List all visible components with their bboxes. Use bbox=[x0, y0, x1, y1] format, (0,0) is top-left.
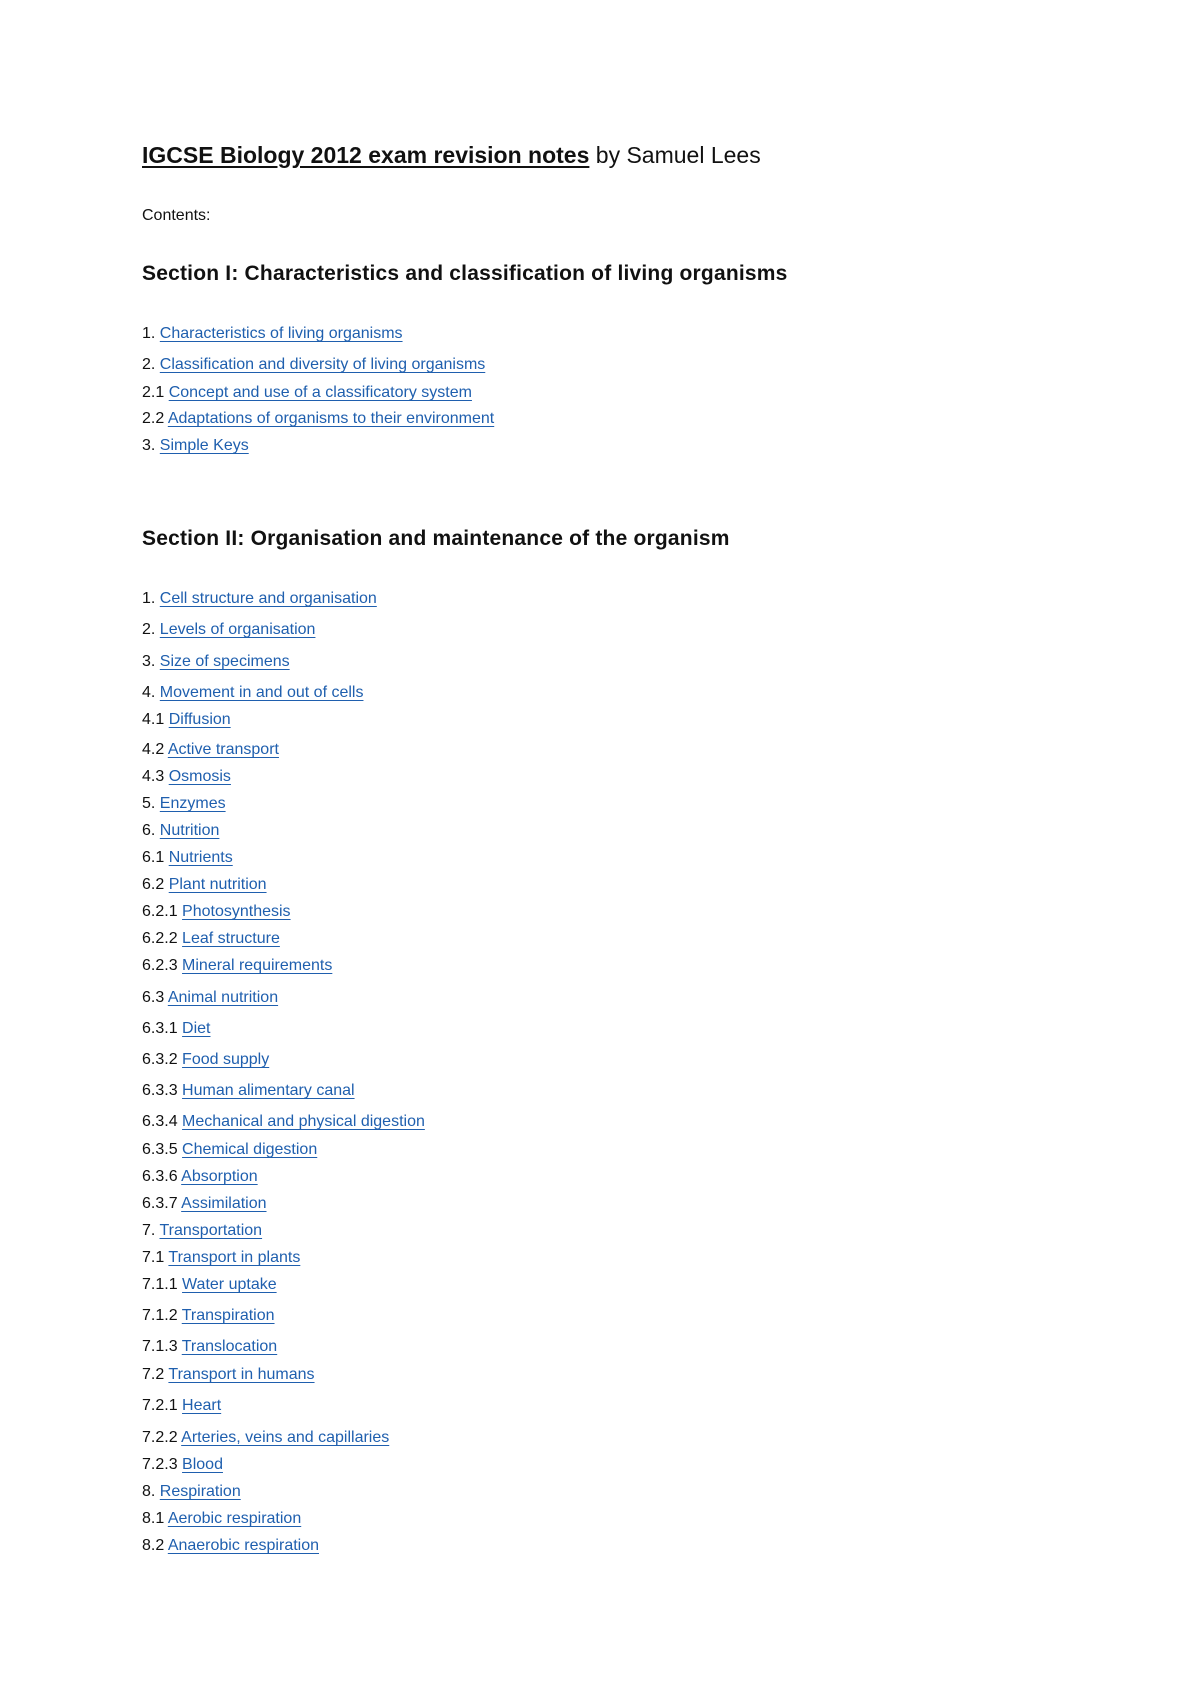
toc-link[interactable]: Absorption bbox=[181, 1168, 258, 1185]
toc-item bbox=[142, 742, 279, 758]
section-heading: Section II: Organisation and maintenance of the organism bbox=[142, 527, 730, 550]
toc-link[interactable]: Human alimentary canal bbox=[182, 1082, 355, 1099]
toc-link[interactable]: Active transport bbox=[167, 741, 279, 758]
toc-link[interactable]: Adaptations of organisms to their environment bbox=[167, 410, 495, 427]
toc-item-number: 6.3.6 bbox=[142, 1168, 178, 1185]
toc-item-number: 6.1 bbox=[142, 849, 165, 866]
toc-item-number: 6.3.4 bbox=[142, 1113, 178, 1130]
toc-item bbox=[142, 1052, 269, 1068]
toc-item bbox=[142, 796, 226, 812]
contents-label: Contents: bbox=[142, 207, 211, 224]
toc-link[interactable]: Size of specimens bbox=[159, 653, 290, 670]
toc-item bbox=[142, 1484, 241, 1500]
toc-item bbox=[142, 685, 363, 701]
toc-item bbox=[142, 1223, 262, 1239]
toc-item-number: 4.1 bbox=[142, 711, 165, 728]
toc-item bbox=[142, 931, 280, 947]
toc-item bbox=[142, 1021, 211, 1037]
toc-item-number: 6.3.7 bbox=[142, 1195, 178, 1212]
toc-item bbox=[142, 385, 472, 401]
toc-item bbox=[142, 1114, 425, 1130]
toc-item-number: 3. bbox=[142, 653, 156, 670]
toc-link[interactable]: Aerobic respiration bbox=[167, 1510, 302, 1527]
toc-item bbox=[142, 1083, 355, 1099]
toc-item bbox=[142, 622, 315, 638]
toc-item bbox=[142, 958, 332, 974]
toc-item bbox=[142, 712, 231, 728]
toc-item-number: 4. bbox=[142, 684, 156, 701]
toc-link[interactable]: Assimilation bbox=[181, 1195, 267, 1212]
toc-item-number: 8. bbox=[142, 1483, 156, 1500]
toc-item-number: 1. bbox=[142, 325, 156, 342]
toc-link[interactable]: Enzymes bbox=[159, 795, 226, 812]
toc-item-number: 6.3.2 bbox=[142, 1051, 178, 1068]
toc-item-number: 7.1.1 bbox=[142, 1276, 178, 1293]
document-title-main: IGCSE Biology 2012 exam revision notes bbox=[142, 142, 590, 168]
toc-link[interactable]: Blood bbox=[182, 1456, 223, 1473]
toc-link[interactable]: Arteries, veins and capillaries bbox=[181, 1429, 390, 1446]
toc-link[interactable]: Heart bbox=[182, 1397, 222, 1414]
toc-item-number: 7.2.3 bbox=[142, 1456, 178, 1473]
toc-item bbox=[142, 1457, 223, 1473]
toc-item-number: 6.2.2 bbox=[142, 930, 178, 947]
toc-link[interactable]: Mechanical and physical digestion bbox=[182, 1113, 425, 1130]
toc-item-number: 6.3 bbox=[142, 989, 165, 1006]
toc-item-number: 8.1 bbox=[142, 1510, 165, 1527]
toc-item-number: 4.2 bbox=[142, 741, 165, 758]
toc-item bbox=[142, 1430, 389, 1446]
toc-link[interactable]: Respiration bbox=[159, 1483, 241, 1500]
toc-item bbox=[142, 326, 403, 342]
toc-link[interactable]: Osmosis bbox=[168, 768, 231, 785]
toc-link[interactable]: Simple Keys bbox=[159, 437, 249, 454]
toc-item-number: 4.3 bbox=[142, 768, 165, 785]
toc-item bbox=[142, 850, 233, 866]
toc-link[interactable]: Characteristics of living organisms bbox=[159, 325, 403, 342]
toc-item-number: 6.3.5 bbox=[142, 1141, 178, 1158]
toc-item bbox=[142, 990, 278, 1006]
toc-item bbox=[142, 1538, 319, 1554]
toc-item-number: 7.2 bbox=[142, 1366, 165, 1383]
toc-item-number: 5. bbox=[142, 795, 156, 812]
toc-item-number: 2. bbox=[142, 621, 156, 638]
toc-link[interactable]: Diet bbox=[182, 1020, 211, 1037]
toc-link[interactable]: Photosynthesis bbox=[182, 903, 291, 920]
toc-item-number: 7.2.2 bbox=[142, 1429, 178, 1446]
document-author: by Samuel Lees bbox=[595, 142, 761, 168]
toc-item-number: 2.2 bbox=[142, 410, 165, 427]
toc-link[interactable]: Translocation bbox=[181, 1338, 278, 1355]
toc-link[interactable]: Transport in humans bbox=[168, 1366, 315, 1383]
toc-item-number: 6. bbox=[142, 822, 156, 839]
document-title bbox=[142, 144, 761, 167]
toc-link[interactable]: Water uptake bbox=[182, 1276, 277, 1293]
toc-link[interactable]: Chemical digestion bbox=[182, 1141, 318, 1158]
toc-item-number: 6.3.3 bbox=[142, 1082, 178, 1099]
toc-link[interactable]: Nutrition bbox=[159, 822, 220, 839]
toc-link[interactable]: Cell structure and organisation bbox=[159, 590, 377, 607]
toc-item-number: 2.1 bbox=[142, 384, 165, 401]
toc-item bbox=[142, 654, 290, 670]
toc-item-number: 6.3.1 bbox=[142, 1020, 178, 1037]
toc-link[interactable]: Levels of organisation bbox=[159, 621, 316, 638]
toc-link[interactable]: Concept and use of a classificatory system bbox=[168, 384, 472, 401]
toc-item bbox=[142, 877, 267, 893]
toc-item bbox=[142, 357, 485, 373]
toc-item bbox=[142, 1196, 267, 1212]
toc-item-number: 2. bbox=[142, 356, 156, 373]
toc-item bbox=[142, 1367, 315, 1383]
toc-item bbox=[142, 1277, 277, 1293]
toc-link[interactable]: Food supply bbox=[182, 1051, 270, 1068]
toc-item bbox=[142, 1169, 258, 1185]
toc-item bbox=[142, 1308, 275, 1324]
toc-item bbox=[142, 438, 249, 454]
toc-item-number: 7. bbox=[142, 1222, 156, 1239]
toc-item bbox=[142, 1142, 317, 1158]
toc-item bbox=[142, 1511, 301, 1527]
toc-link[interactable]: Transportation bbox=[159, 1222, 263, 1239]
toc-link[interactable]: Mineral requirements bbox=[182, 957, 333, 974]
toc-link[interactable]: Diffusion bbox=[168, 711, 231, 728]
toc-item bbox=[142, 904, 291, 920]
toc-item-number: 1. bbox=[142, 590, 156, 607]
toc-link[interactable]: Animal nutrition bbox=[167, 989, 279, 1006]
toc-link[interactable]: Transport in plants bbox=[168, 1249, 301, 1266]
toc-item-number: 8.2 bbox=[142, 1537, 165, 1554]
toc-item-number: 6.2.1 bbox=[142, 903, 178, 920]
toc-link[interactable]: Leaf structure bbox=[182, 930, 280, 947]
toc-item-number: 3. bbox=[142, 437, 156, 454]
toc-item bbox=[142, 1339, 277, 1355]
toc-link[interactable]: Classification and diversity of living organisms bbox=[159, 356, 486, 373]
section-heading: Section I: Characteristics and classification of living organisms bbox=[142, 262, 788, 285]
toc-item bbox=[142, 1250, 300, 1266]
toc-link[interactable]: Anaerobic respiration bbox=[167, 1537, 320, 1554]
toc-link[interactable]: Movement in and out of cells bbox=[159, 684, 364, 701]
toc-link[interactable]: Transpiration bbox=[181, 1307, 275, 1324]
toc-link[interactable]: Nutrients bbox=[168, 849, 233, 866]
toc-item-number: 7.1 bbox=[142, 1249, 165, 1266]
toc-item bbox=[142, 591, 377, 607]
toc-item-number: 7.1.2 bbox=[142, 1307, 178, 1324]
toc-item bbox=[142, 823, 219, 839]
toc-item bbox=[142, 769, 231, 785]
toc-item-number: 7.2.1 bbox=[142, 1397, 178, 1414]
toc-item-number: 6.2 bbox=[142, 876, 165, 893]
toc-item bbox=[142, 1398, 221, 1414]
toc-item bbox=[142, 411, 494, 427]
toc-link[interactable]: Plant nutrition bbox=[168, 876, 267, 893]
toc-item-number: 6.2.3 bbox=[142, 957, 178, 974]
toc-item-number: 7.1.3 bbox=[142, 1338, 178, 1355]
